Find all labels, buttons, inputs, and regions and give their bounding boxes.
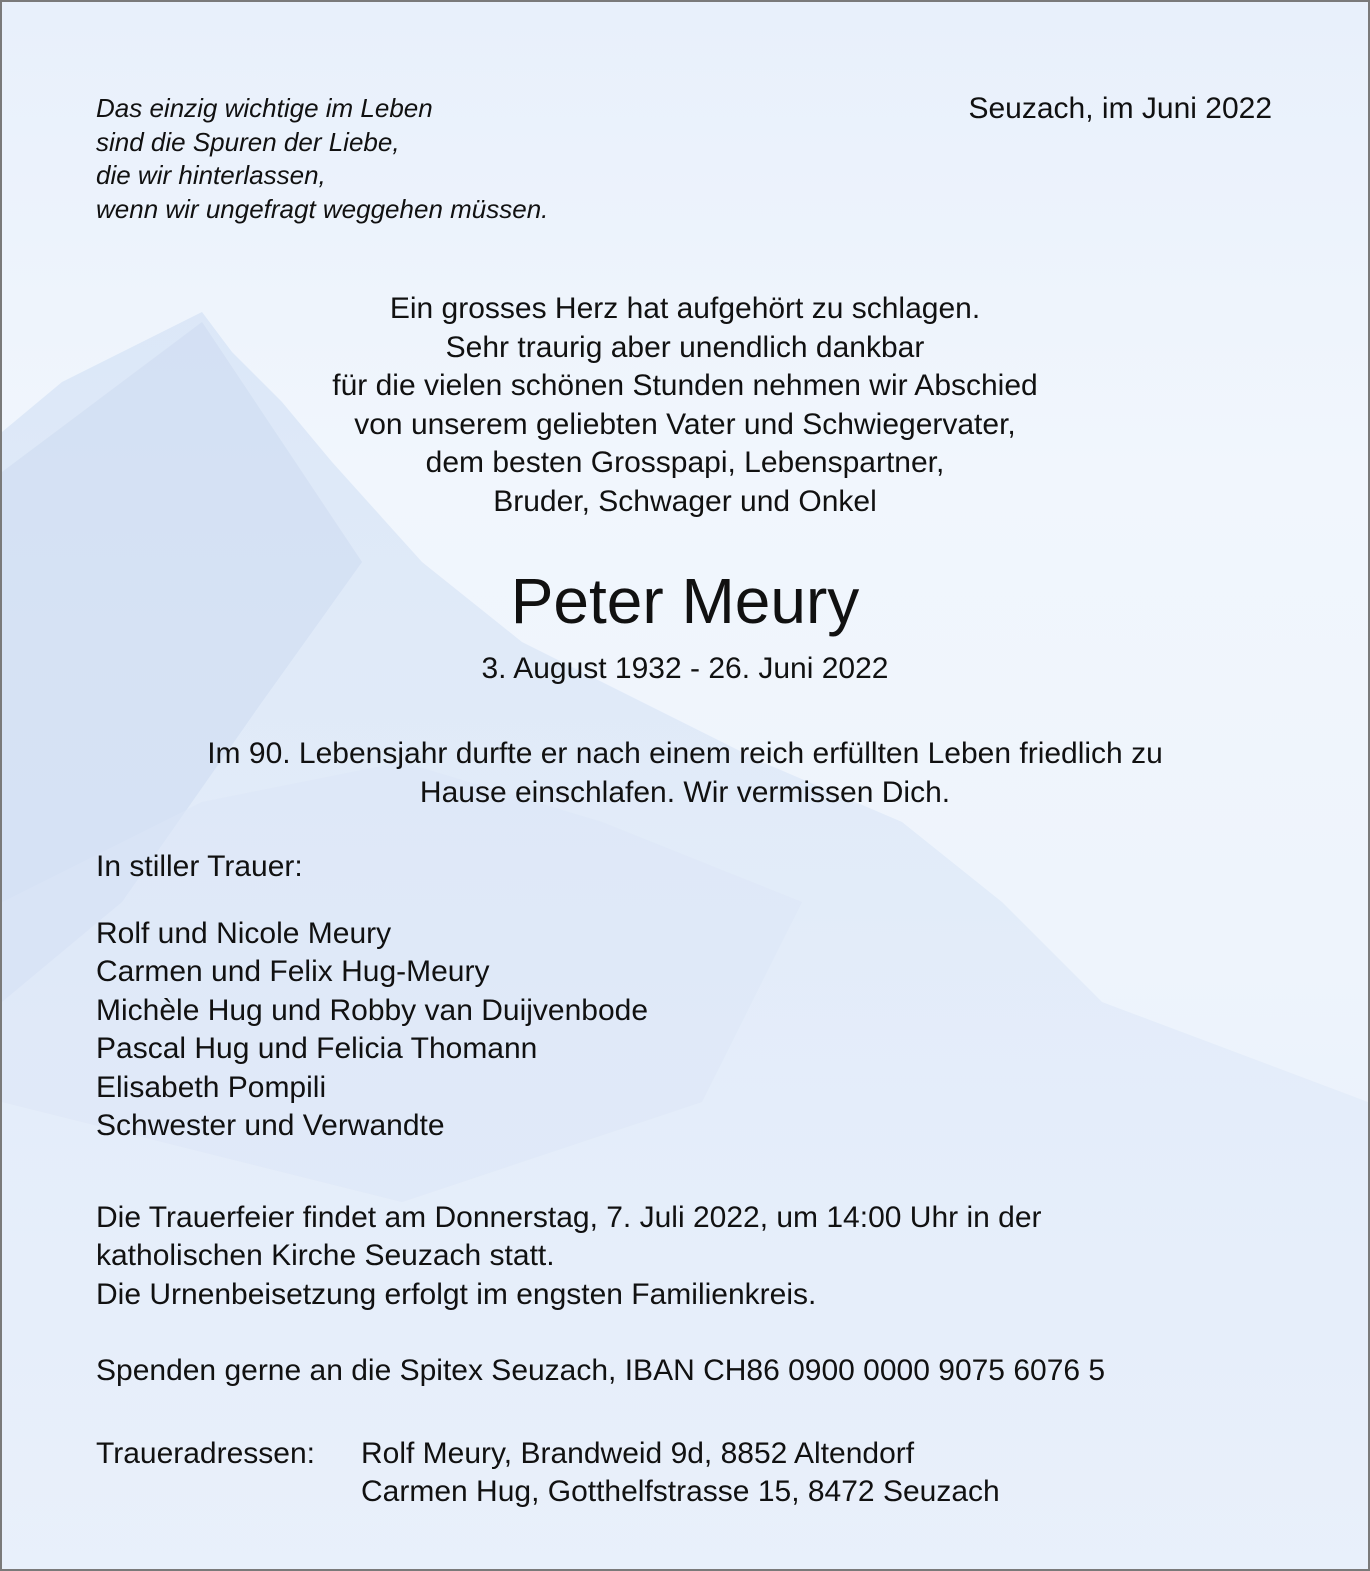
- service-info: [96, 1199, 1042, 1314]
- quote: [96, 92, 548, 226]
- mourner: Rolf und Nicole Meury: [96, 917, 392, 950]
- mourner: Carmen und Felix Hug-Meury: [96, 955, 490, 989]
- service-line: katholischen Kirche Seuzach statt.: [96, 1239, 555, 1273]
- donations-info: Spenden gerne an die Spitex Seuzach, IBAN CH86 0900 0000 9075 6076 5: [96, 1354, 1106, 1387]
- quote-line: die wir hinterlassen,: [96, 160, 326, 190]
- passing-paragraph: [2, 734, 1368, 812]
- mourner: Elisabeth Pompili: [96, 1070, 327, 1104]
- mourners-heading: In stiller Trauer:: [96, 850, 303, 883]
- mourner: Michèle Hug und Robby van Duijvenbode: [96, 993, 649, 1027]
- quote-line: wenn wir ungefragt weggehen müssen.: [96, 193, 549, 224]
- paragraph-line: Im 90. Lebensjahr durfte er nach einem reich erfüllten Leben friedlich zu: [207, 737, 1163, 770]
- address: Carmen Hug, Gotthelfstrasse 15, 8472 Seuzach: [361, 1475, 1000, 1509]
- address: Rolf Meury, Brandweid 9d, 8852 Altendorf: [361, 1437, 915, 1470]
- intro-line: Sehr traurig aber unendlich dankbar: [445, 330, 925, 364]
- deceased-name: Peter Meury: [510, 565, 860, 637]
- intro-line: von unserem geliebten Vater und Schwiegervater,: [354, 407, 1016, 441]
- intro-line: dem besten Grosspapi, Lebenspartner,: [425, 446, 945, 479]
- life-dates: 3. August 1932 - 26. Juni 2022: [481, 652, 889, 685]
- addresses: [361, 1435, 1000, 1512]
- service-line: Die Urnenbeisetzung erfolgt im engsten Familienkreis.: [96, 1277, 817, 1311]
- service-line: Die Trauerfeier findet am Donnerstag, 7. Juli 2022, um 14:00 Uhr in der: [96, 1201, 1042, 1234]
- addresses-label: Traueradressen:: [96, 1437, 315, 1470]
- mourners-list: [96, 915, 648, 1145]
- intro-line: Ein grosses Herz hat aufgehört zu schlagen.: [389, 292, 981, 325]
- paragraph-line: Hause einschlafen. Wir vermissen Dich.: [419, 776, 951, 809]
- quote-line: Das einzig wichtige im Leben: [96, 93, 433, 123]
- intro-line: Bruder, Schwager und Onkel: [493, 484, 877, 518]
- mourner: Schwester und Verwandte: [96, 1109, 445, 1143]
- quote-line: sind die Spuren der Liebe,: [96, 126, 400, 157]
- place-date: Seuzach, im Juni 2022: [968, 92, 1272, 125]
- mourner: Pascal Hug und Felicia Thomann: [96, 1032, 538, 1066]
- intro-text: [2, 290, 1368, 521]
- intro-line: für die vielen schönen Stunden nehmen wir Abschied: [332, 369, 1038, 402]
